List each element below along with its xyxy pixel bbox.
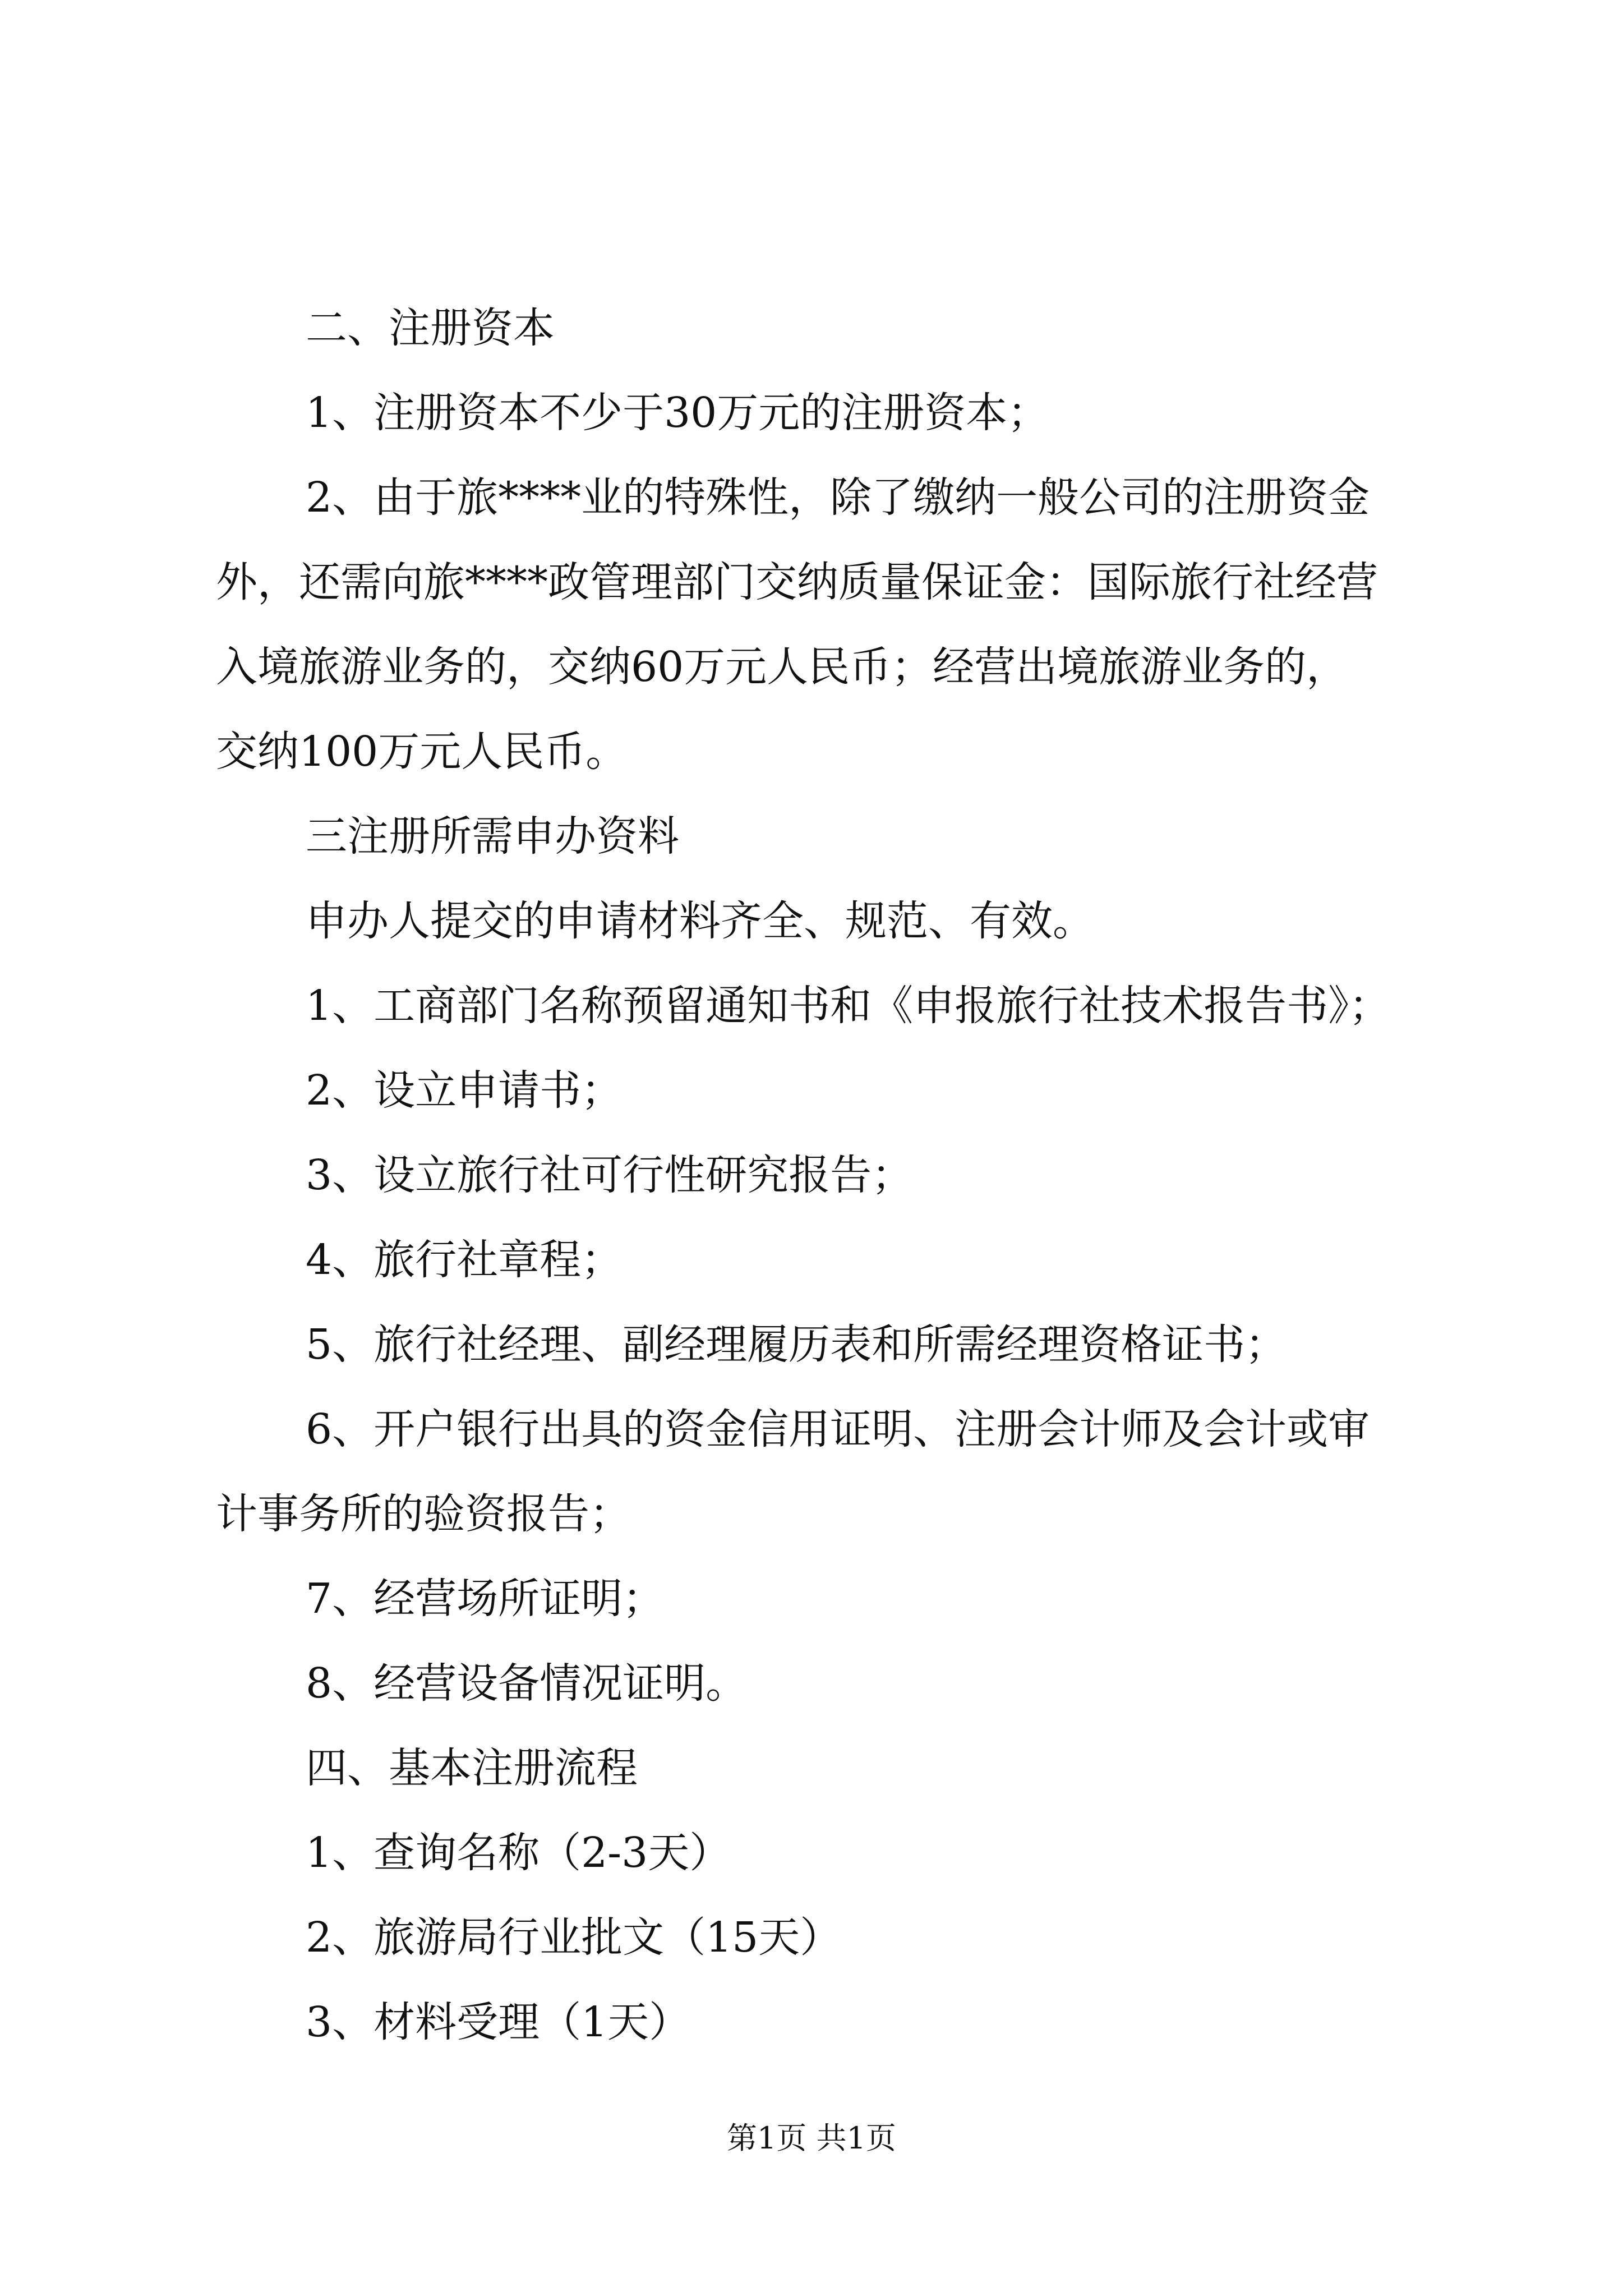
- paragraph-line: 交纳100万元人民币。: [216, 728, 628, 776]
- list-item-continuation: 计事务所的验资报告；: [216, 1490, 631, 1538]
- list-item: 8、经营设备情况证明。: [306, 1659, 748, 1708]
- paragraph-line: 2、由于旅****业的特殊性，除了缴纳一般公司的注册资金: [306, 473, 1370, 522]
- list-item: 4、旅行社章程；: [306, 1236, 623, 1284]
- list-item: 2、旅游局行业批文（15天）: [306, 1913, 842, 1962]
- list-item: 2、设立申请书；: [306, 1066, 623, 1115]
- section-heading: 四、基本注册流程: [306, 1744, 638, 1792]
- list-item: 7、经营场所证明；: [306, 1575, 665, 1623]
- list-item: 3、设立旅行社可行性研究报告；: [306, 1151, 914, 1199]
- section-heading: 三注册所需申办资料: [306, 812, 679, 861]
- page-footer: 第1页 共1页: [727, 2120, 896, 2156]
- paragraph-line: 1、注册资本不少于30万元的注册资本；: [306, 389, 1049, 437]
- paragraph-line: 申办人提交的申请材料齐全、规范、有效。: [306, 897, 1094, 945]
- list-item: 1、查询名称（2-3天）: [306, 1829, 731, 1877]
- list-item: 3、材料受理（1天）: [306, 1998, 691, 2046]
- paragraph-line: 外，还需向旅****政管理部门交纳质量保证金：国际旅行社经营: [216, 558, 1378, 606]
- section-heading: 二、注册资本: [306, 304, 555, 352]
- list-item: 5、旅行社经理、副经理履历表和所需经理资格证书；: [306, 1320, 1287, 1369]
- list-item: 6、开户银行出具的资金信用证明、注册会计师及会计或审: [306, 1405, 1370, 1453]
- document-body: [216, 304, 1413, 2086]
- paragraph-line: 入境旅游业务的，交纳60万元人民币；经营出境旅游业务的，: [216, 643, 1348, 691]
- list-item: 1、工商部门名称预留通知书和《申报旅行社技术报告书》；: [306, 982, 1391, 1030]
